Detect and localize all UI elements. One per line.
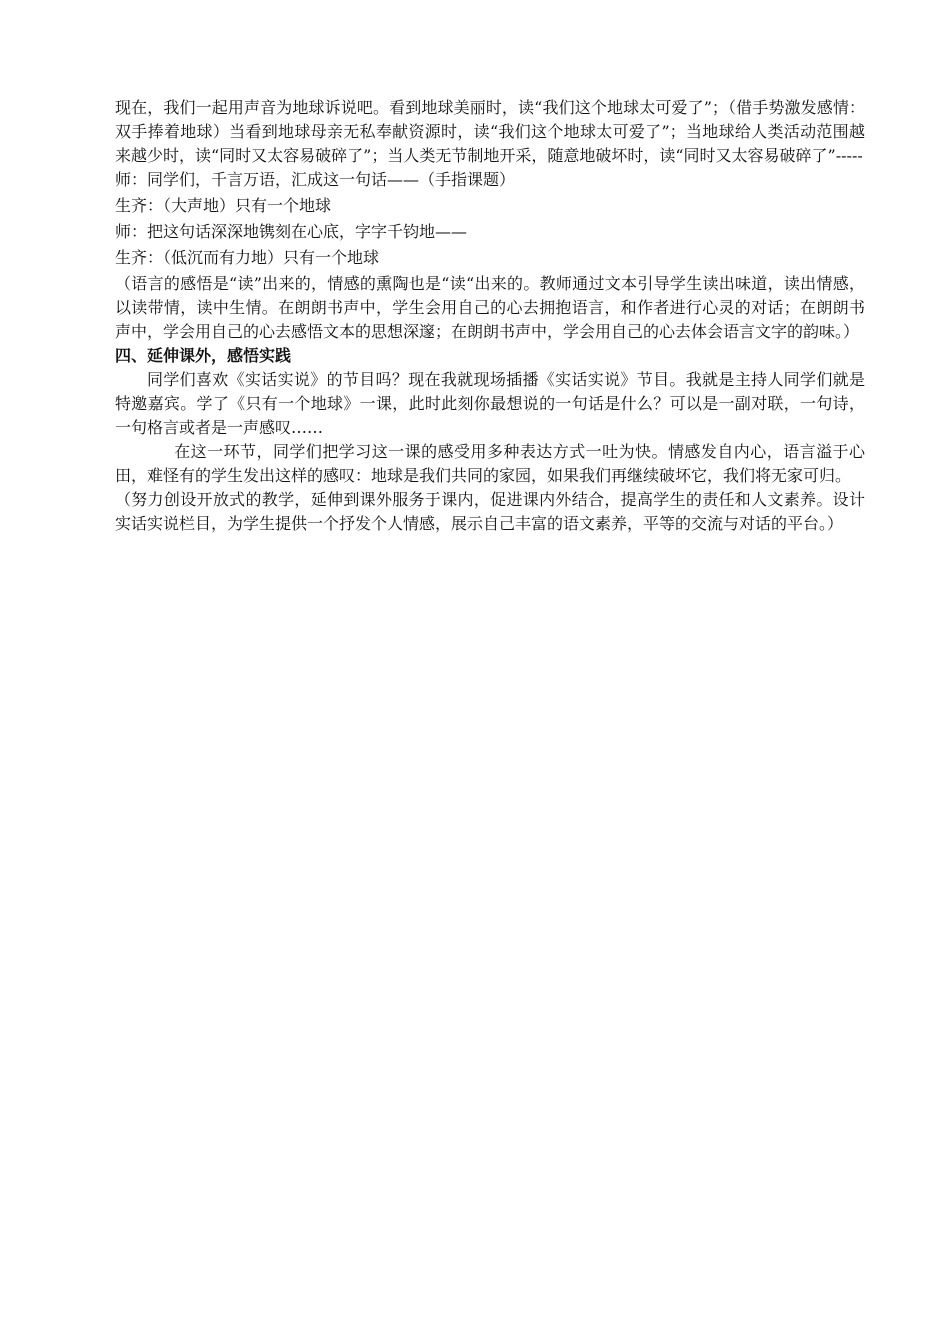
dialog-teacher-2: 师：把这句话深深地镌刻在心底，字字千钧地—— <box>115 222 468 241</box>
reading-paragraph: 现在，我们一起用声音为地球诉说吧。看到地球美丽时，读“我们这个地球太可爱了”；（借手势激发感情：双手捧着地球）当看到地球母亲无私奉献资源时，读“我们这个地球太可爱了”；当地球给人类活动范围越来越少时，读“同时又太容易破碎了”；当人类无节制地开采，随意地破坏时，读“同时又太容易破碎了”-‐-‐- <box>115 98 865 165</box>
activity-paragraph: 同学们喜欢《实话实说》的节目吗？现在我就现场插播《实话实说》节目。我就是主持人同学们就是特邀嘉宾。学了《只有一个地球》一课，此时此刻你最想说的一句话是什么？可以是一副对联，一句诗，一句格言或者是一声感叹…… <box>115 370 865 437</box>
document-body <box>115 96 865 536</box>
dialog-students-2: 生齐：（低沉而有力地）只有一个地球 <box>115 248 380 267</box>
commentary-note-2: （努力创设开放式的教学，延伸到课外服务于课内，促进课内外结合，提高学生的责任和人文素养。设计实话实说栏目，为学生提供一个抒发个人情感，展示自己丰富的语文素养，平等的交流与对话的平台。） <box>115 490 865 533</box>
reflection-paragraph: 在这一环节，同学们把学习这一课的感受用多种表达方式一吐为快。情感发自内心，语言溢于心田，难怪有的学生发出这样的感叹：地球是我们共同的家园，如果我们再继续破坏它，我们将无家可归。 <box>115 442 865 485</box>
dialog-students-1: 生齐：（大声地）只有一个地球 <box>115 196 332 215</box>
commentary-note-1: （语言的感悟是“读”出来的，情感的熏陶也是“读“出来的。教师通过文本引导学生读出味道，读出情感，以读带情，读中生情。在朗朗书声中，学生会用自己的心去拥抱语言，和作者进行心灵的对话；在朗朗书声中，学会用自己的心去感悟文本的思想深邃；在朗朗书声中，学会用自己的心去体会语言文字的韵味。） <box>115 274 865 341</box>
section-heading-4: 四、延伸课外，感悟实践 <box>115 346 292 365</box>
dialog-teacher-1: 师：同学们，千言万语，汇成这一句话——（手指课题） <box>115 170 516 189</box>
